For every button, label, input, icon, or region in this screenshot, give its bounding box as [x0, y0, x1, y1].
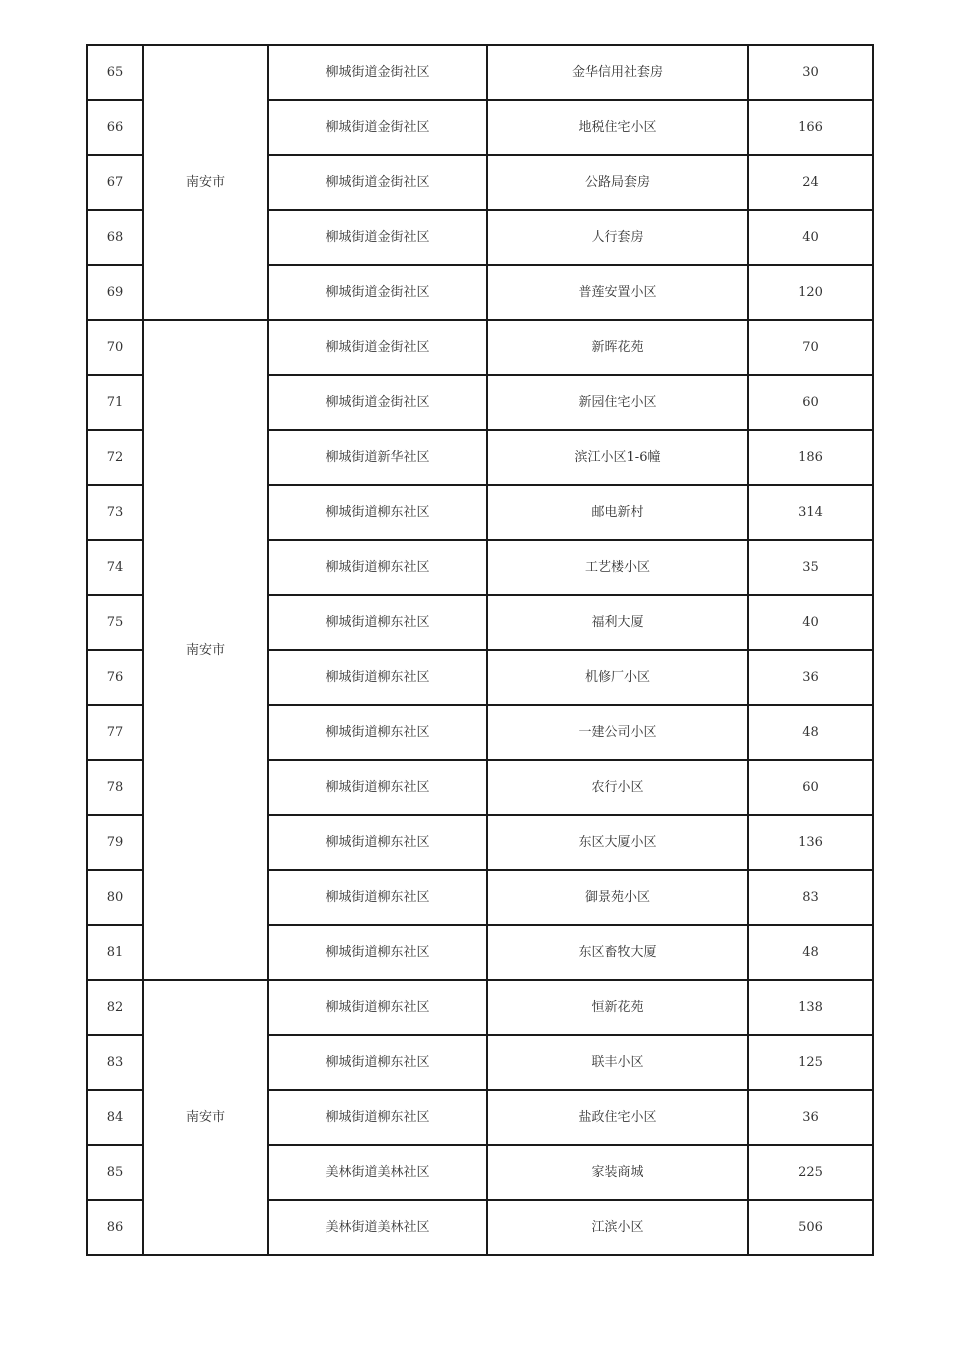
estate-name-cell: 东区大厦小区	[487, 815, 748, 870]
count-cell: 138	[748, 980, 873, 1035]
street-community-cell: 柳城街道柳东社区	[268, 650, 487, 705]
row-number-cell: 85	[87, 1145, 143, 1200]
city-cell: 南安市	[143, 980, 268, 1255]
estate-name-cell: 一建公司小区	[487, 705, 748, 760]
street-community-cell: 柳城街道金街社区	[268, 320, 487, 375]
count-cell: 125	[748, 1035, 873, 1090]
count-cell: 186	[748, 430, 873, 485]
table-body	[87, 45, 873, 1255]
estate-name-cell: 恒新花苑	[487, 980, 748, 1035]
count-cell: 83	[748, 870, 873, 925]
street-community-cell: 柳城街道柳东社区	[268, 1090, 487, 1145]
estate-name-cell: 普莲安置小区	[487, 265, 748, 320]
count-cell: 506	[748, 1200, 873, 1255]
city-cell: 南安市	[143, 320, 268, 980]
street-community-cell: 柳城街道柳东社区	[268, 540, 487, 595]
estate-name-cell: 金华信用社套房	[487, 45, 748, 100]
street-community-cell: 美林街道美林社区	[268, 1145, 487, 1200]
housing-table	[86, 44, 874, 1256]
row-number-cell: 86	[87, 1200, 143, 1255]
street-community-cell: 柳城街道金街社区	[268, 100, 487, 155]
estate-name-cell: 盐政住宅小区	[487, 1090, 748, 1145]
count-cell: 48	[748, 705, 873, 760]
row-number-cell: 65	[87, 45, 143, 100]
table-row	[87, 320, 873, 375]
estate-name-cell: 邮电新村	[487, 485, 748, 540]
row-number-cell: 72	[87, 430, 143, 485]
count-cell: 48	[748, 925, 873, 980]
row-number-cell: 69	[87, 265, 143, 320]
street-community-cell: 柳城街道柳东社区	[268, 925, 487, 980]
row-number-cell: 81	[87, 925, 143, 980]
estate-name-cell: 御景苑小区	[487, 870, 748, 925]
row-number-cell: 70	[87, 320, 143, 375]
street-community-cell: 柳城街道柳东社区	[268, 1035, 487, 1090]
estate-name-cell: 新晖花苑	[487, 320, 748, 375]
count-cell: 120	[748, 265, 873, 320]
count-cell: 60	[748, 375, 873, 430]
estate-name-cell: 工艺楼小区	[487, 540, 748, 595]
street-community-cell: 柳城街道新华社区	[268, 430, 487, 485]
estate-name-cell: 滨江小区1-6幢	[487, 430, 748, 485]
estate-name-cell: 农行小区	[487, 760, 748, 815]
street-community-cell: 柳城街道柳东社区	[268, 870, 487, 925]
row-number-cell: 71	[87, 375, 143, 430]
count-cell: 36	[748, 650, 873, 705]
row-number-cell: 77	[87, 705, 143, 760]
row-number-cell: 78	[87, 760, 143, 815]
street-community-cell: 柳城街道柳东社区	[268, 815, 487, 870]
count-cell: 35	[748, 540, 873, 595]
row-number-cell: 83	[87, 1035, 143, 1090]
row-number-cell: 67	[87, 155, 143, 210]
street-community-cell: 柳城街道柳东社区	[268, 980, 487, 1035]
street-community-cell: 柳城街道金街社区	[268, 265, 487, 320]
estate-name-cell: 人行套房	[487, 210, 748, 265]
row-number-cell: 74	[87, 540, 143, 595]
estate-name-cell: 江滨小区	[487, 1200, 748, 1255]
row-number-cell: 66	[87, 100, 143, 155]
estate-name-cell: 福利大厦	[487, 595, 748, 650]
row-number-cell: 82	[87, 980, 143, 1035]
row-number-cell: 75	[87, 595, 143, 650]
estate-name-cell: 家装商城	[487, 1145, 748, 1200]
count-cell: 36	[748, 1090, 873, 1145]
street-community-cell: 柳城街道柳东社区	[268, 760, 487, 815]
row-number-cell: 84	[87, 1090, 143, 1145]
row-number-cell: 76	[87, 650, 143, 705]
street-community-cell: 柳城街道柳东社区	[268, 485, 487, 540]
count-cell: 225	[748, 1145, 873, 1200]
estate-name-cell: 公路局套房	[487, 155, 748, 210]
row-number-cell: 73	[87, 485, 143, 540]
table-row	[87, 45, 873, 100]
city-cell: 南安市	[143, 45, 268, 320]
estate-name-cell: 机修厂小区	[487, 650, 748, 705]
count-cell: 70	[748, 320, 873, 375]
count-cell: 24	[748, 155, 873, 210]
street-community-cell: 柳城街道金街社区	[268, 45, 487, 100]
row-number-cell: 68	[87, 210, 143, 265]
count-cell: 314	[748, 485, 873, 540]
count-cell: 136	[748, 815, 873, 870]
street-community-cell: 美林街道美林社区	[268, 1200, 487, 1255]
street-community-cell: 柳城街道柳东社区	[268, 595, 487, 650]
count-cell: 60	[748, 760, 873, 815]
count-cell: 40	[748, 210, 873, 265]
estate-name-cell: 联丰小区	[487, 1035, 748, 1090]
row-number-cell: 80	[87, 870, 143, 925]
street-community-cell: 柳城街道金街社区	[268, 375, 487, 430]
count-cell: 30	[748, 45, 873, 100]
street-community-cell: 柳城街道金街社区	[268, 210, 487, 265]
count-cell: 166	[748, 100, 873, 155]
street-community-cell: 柳城街道金街社区	[268, 155, 487, 210]
count-cell: 40	[748, 595, 873, 650]
street-community-cell: 柳城街道柳东社区	[268, 705, 487, 760]
estate-name-cell: 东区畜牧大厦	[487, 925, 748, 980]
table-row	[87, 980, 873, 1035]
estate-name-cell: 地税住宅小区	[487, 100, 748, 155]
row-number-cell: 79	[87, 815, 143, 870]
estate-name-cell: 新园住宅小区	[487, 375, 748, 430]
